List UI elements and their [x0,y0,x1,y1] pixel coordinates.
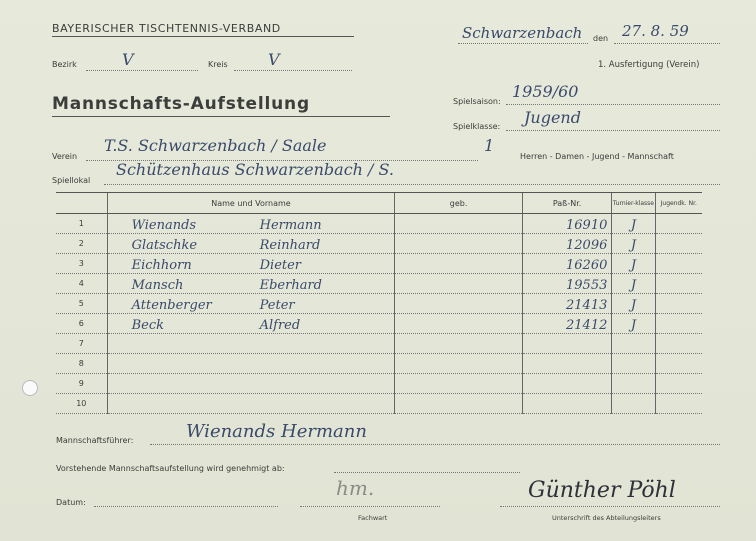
col-number-header [56,193,107,214]
row-pass: 21413 [522,294,612,314]
bezirk-label: Bezirk [52,60,77,69]
row-surname: Glatschke [131,238,198,253]
table-row [56,334,702,354]
row-number: 8 [56,354,107,374]
row-name [107,254,395,274]
unterschrift-label: Unterschrift des Abteilungsleiters [552,514,661,522]
row-turnier-class [612,354,655,374]
team-types: Herren - Damen - Jugend - Mannschaft [520,152,674,161]
verein-value: T.S. Schwarzenbach / Saale [104,136,327,155]
row-pass: 19553 [522,274,612,294]
row-geb [395,234,523,254]
row-pass: 12096 [522,234,612,254]
row-number: 4 [56,274,107,294]
row-surname: Wienands [131,218,197,233]
row-jugend-nr [655,374,702,394]
row-jugend-nr [655,354,702,374]
row-firstname: Eberhard [259,278,322,293]
row-jugend-nr [655,314,702,334]
punch-hole [22,380,38,396]
row-geb [395,214,523,234]
row-jugend-nr [655,294,702,314]
row-number: 10 [56,394,107,414]
spielsaison-label: Spielsaison: [453,97,501,106]
row-turnier-class: J [612,274,655,294]
row-name [107,214,395,234]
col-turnier-header: Turnier-klasse [612,193,655,214]
genehmigt-label: Vorstehende Mannschaftsaufstellung wird genehmigt ab: [56,464,285,473]
table-row [56,354,702,374]
row-jugend-nr [655,234,702,254]
fachwart-label: Fachwart [358,514,388,522]
col-jugend-header: Jugendk. Nr. [655,193,702,214]
row-name [107,394,395,414]
row-turnier-class [612,334,655,354]
table-row [56,214,702,234]
row-surname: Eichhorn [131,258,192,273]
row-name [107,334,395,354]
unterschrift-signature: Günther Pöhl [528,478,676,503]
verein-label: Verein [52,152,78,161]
row-pass [522,394,612,414]
place-value: Schwarzenbach [462,24,583,42]
row-number: 2 [56,234,107,254]
col-name-header: Name und Vorname [107,193,395,214]
row-surname: Beck [131,318,165,333]
date-value: 27. 8. 59 [622,22,689,40]
row-pass: 16260 [522,254,612,274]
row-geb [395,294,523,314]
row-turnier-class: J [612,234,655,254]
kreis-value: V [268,50,280,69]
spielsaison-value: 1959/60 [512,82,579,101]
row-geb [395,274,523,294]
row-turnier-class [612,394,655,414]
row-name [107,354,395,374]
row-turnier-class: J [612,294,655,314]
row-geb [395,254,523,274]
row-number: 9 [56,374,107,394]
row-jugend-nr [655,394,702,414]
table-row [56,254,702,274]
row-firstname: Peter [259,298,295,313]
table-row [56,234,702,254]
row-geb [395,314,523,334]
spiellokal-label: Spiellokal [52,176,91,185]
players-table [56,192,702,414]
row-number: 7 [56,334,107,354]
kreis-label: Kreis [208,60,228,69]
row-firstname: Hermann [259,218,322,233]
fuehrer-value: Wienands Hermann [186,421,367,442]
title-underline [52,116,390,117]
datum-label: Datum: [56,498,86,507]
col-geb-header: geb. [395,193,523,214]
row-firstname: Dieter [259,258,302,273]
row-geb [395,334,523,354]
row-number: 6 [56,314,107,334]
row-surname: Attenberger [131,298,212,313]
row-jugend-nr [655,334,702,354]
row-geb [395,374,523,394]
row-pass [522,354,612,374]
row-turnier-class: J [612,214,655,234]
row-surname: Mansch [131,278,184,293]
fachwart-signature: hm. [336,476,375,500]
team-number: 1 [484,136,495,155]
table-header-row [56,193,702,214]
page-title: Mannschafts-Aufstellung [52,94,310,114]
table-row [56,274,702,294]
row-name [107,274,395,294]
row-jugend-nr [655,214,702,234]
row-pass: 21412 [522,314,612,334]
row-geb [395,394,523,414]
row-turnier-class: J [612,254,655,274]
date-label: den [593,34,609,43]
spiellokal-value: Schützenhaus Schwarzenbach / S. [116,160,395,179]
row-name [107,314,395,334]
ausfertigung-label: 1. Ausfertigung (Verein) [598,60,700,70]
row-name [107,374,395,394]
row-jugend-nr [655,254,702,274]
table-row [56,294,702,314]
row-jugend-nr [655,274,702,294]
row-turnier-class: J [612,314,655,334]
row-name [107,234,395,254]
table-row [56,374,702,394]
organization-underline [52,36,354,37]
row-geb [395,354,523,374]
row-turnier-class [612,374,655,394]
table-row [56,314,702,334]
row-pass [522,374,612,394]
row-number: 3 [56,254,107,274]
row-name [107,294,395,314]
table-row [56,394,702,414]
row-pass: 16910 [522,214,612,234]
spielklasse-value: Jugend [524,108,581,127]
row-number: 1 [56,214,107,234]
row-pass [522,334,612,354]
spielklasse-label: Spielklasse: [453,122,501,131]
row-number: 5 [56,294,107,314]
row-firstname: Reinhard [259,238,321,253]
fuehrer-label: Mannschaftsführer: [56,436,134,445]
bezirk-value: V [122,50,134,69]
col-pass-header: Paß-Nr. [522,193,612,214]
row-firstname: Alfred [259,318,301,333]
organization-name: BAYERISCHER TISCHTENNIS-VERBAND [52,22,281,35]
